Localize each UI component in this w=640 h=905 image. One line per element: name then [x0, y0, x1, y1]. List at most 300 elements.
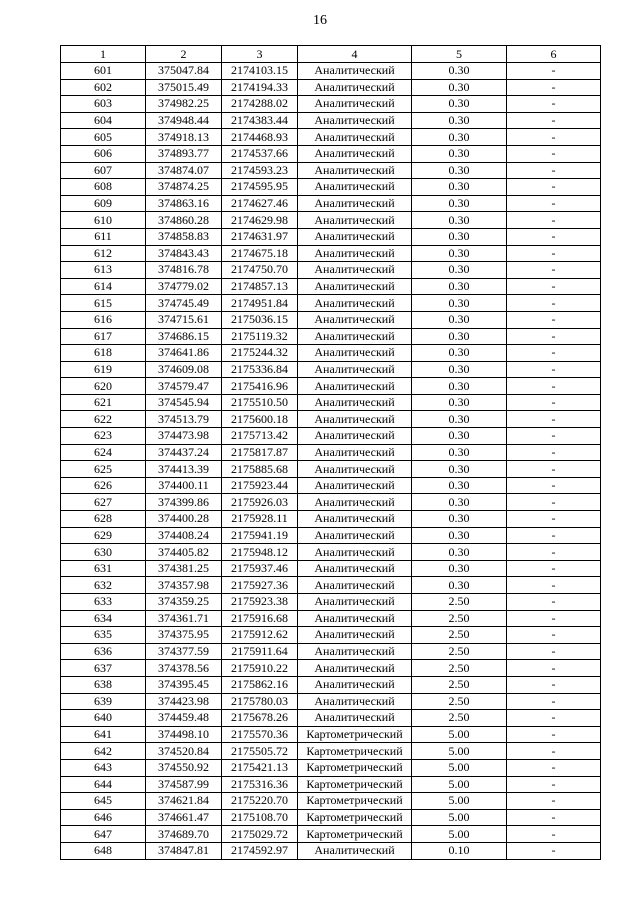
method-cell: Картометрический	[298, 743, 412, 760]
accuracy-cell: 0.30	[412, 411, 507, 428]
accuracy-cell: 0.30	[412, 328, 507, 345]
method-cell: Аналитический	[298, 129, 412, 146]
point-number-cell: 612	[61, 245, 146, 262]
note-cell: -	[507, 577, 601, 594]
point-number-cell: 626	[61, 477, 146, 494]
point-number-cell: 628	[61, 511, 146, 528]
column-header-2: 2	[146, 46, 222, 63]
note-cell: -	[507, 195, 601, 212]
accuracy-cell: 0.30	[412, 212, 507, 229]
note-cell: -	[507, 627, 601, 644]
method-cell: Картометрический	[298, 826, 412, 843]
x-coordinate-cell: 374377.59	[146, 643, 222, 660]
point-number-cell: 609	[61, 195, 146, 212]
point-number-cell: 601	[61, 63, 146, 80]
accuracy-cell: 0.30	[412, 345, 507, 362]
note-cell: -	[507, 444, 601, 461]
y-coordinate-cell: 2175885.68	[222, 461, 298, 478]
y-coordinate-cell: 2175108.70	[222, 809, 298, 826]
table-row	[61, 361, 601, 378]
point-number-cell: 615	[61, 295, 146, 312]
accuracy-cell: 0.30	[412, 461, 507, 478]
point-number-cell: 647	[61, 826, 146, 843]
accuracy-cell: 0.30	[412, 444, 507, 461]
y-coordinate-cell: 2175911.64	[222, 643, 298, 660]
y-coordinate-cell: 2175316.36	[222, 776, 298, 793]
table-row	[61, 228, 601, 245]
x-coordinate-cell: 374520.84	[146, 743, 222, 760]
accuracy-cell: 0.30	[412, 295, 507, 312]
accuracy-cell: 5.00	[412, 809, 507, 826]
y-coordinate-cell: 2175927.36	[222, 577, 298, 594]
y-coordinate-cell: 2174103.15	[222, 63, 298, 80]
point-number-cell: 625	[61, 461, 146, 478]
point-number-cell: 617	[61, 328, 146, 345]
method-cell: Аналитический	[298, 79, 412, 96]
y-coordinate-cell: 2175916.68	[222, 610, 298, 627]
coordinates-table	[60, 45, 601, 860]
note-cell: -	[507, 494, 601, 511]
method-cell: Аналитический	[298, 311, 412, 328]
table-row	[61, 627, 601, 644]
accuracy-cell: 0.30	[412, 145, 507, 162]
column-header-4: 4	[298, 46, 412, 63]
y-coordinate-cell: 2174627.46	[222, 195, 298, 212]
table-row	[61, 693, 601, 710]
method-cell: Аналитический	[298, 361, 412, 378]
y-coordinate-cell: 2175910.22	[222, 660, 298, 677]
x-coordinate-cell: 374357.98	[146, 577, 222, 594]
accuracy-cell: 0.30	[412, 162, 507, 179]
table-header-row	[61, 46, 601, 63]
point-number-cell: 648	[61, 842, 146, 859]
table-body	[61, 63, 601, 860]
x-coordinate-cell: 374843.43	[146, 245, 222, 262]
y-coordinate-cell: 2174951.84	[222, 295, 298, 312]
x-coordinate-cell: 374550.92	[146, 759, 222, 776]
table-row	[61, 162, 601, 179]
note-cell: -	[507, 328, 601, 345]
method-cell: Аналитический	[298, 627, 412, 644]
accuracy-cell: 0.30	[412, 378, 507, 395]
y-coordinate-cell: 2175912.62	[222, 627, 298, 644]
table-row	[61, 129, 601, 146]
y-coordinate-cell: 2174383.44	[222, 112, 298, 129]
method-cell: Картометрический	[298, 759, 412, 776]
table-row	[61, 809, 601, 826]
table-row	[61, 345, 601, 362]
note-cell: -	[507, 610, 601, 627]
y-coordinate-cell: 2174675.18	[222, 245, 298, 262]
table-row	[61, 145, 601, 162]
method-cell: Аналитический	[298, 610, 412, 627]
table-row	[61, 826, 601, 843]
method-cell: Аналитический	[298, 693, 412, 710]
method-cell: Аналитический	[298, 560, 412, 577]
x-coordinate-cell: 374847.81	[146, 842, 222, 859]
point-number-cell: 631	[61, 560, 146, 577]
note-cell: -	[507, 262, 601, 279]
table-row	[61, 295, 601, 312]
x-coordinate-cell: 374459.48	[146, 710, 222, 727]
note-cell: -	[507, 162, 601, 179]
table-row	[61, 411, 601, 428]
method-cell: Аналитический	[298, 544, 412, 561]
accuracy-cell: 2.50	[412, 693, 507, 710]
point-number-cell: 603	[61, 96, 146, 113]
table-row	[61, 643, 601, 660]
table-row	[61, 394, 601, 411]
table-row	[61, 710, 601, 727]
accuracy-cell: 0.30	[412, 544, 507, 561]
method-cell: Аналитический	[298, 63, 412, 80]
table-row	[61, 743, 601, 760]
y-coordinate-cell: 2175510.50	[222, 394, 298, 411]
column-header-1: 1	[61, 46, 146, 63]
point-number-cell: 640	[61, 710, 146, 727]
method-cell: Аналитический	[298, 112, 412, 129]
accuracy-cell: 0.30	[412, 195, 507, 212]
table-row	[61, 212, 601, 229]
accuracy-cell: 0.30	[412, 494, 507, 511]
x-coordinate-cell: 374863.16	[146, 195, 222, 212]
table-row	[61, 842, 601, 859]
note-cell: -	[507, 511, 601, 528]
y-coordinate-cell: 2175926.03	[222, 494, 298, 511]
point-number-cell: 639	[61, 693, 146, 710]
point-number-cell: 620	[61, 378, 146, 395]
method-cell: Аналитический	[298, 577, 412, 594]
method-cell: Аналитический	[298, 511, 412, 528]
y-coordinate-cell: 2174537.66	[222, 145, 298, 162]
table-row	[61, 96, 601, 113]
accuracy-cell: 0.30	[412, 527, 507, 544]
note-cell: -	[507, 726, 601, 743]
note-cell: -	[507, 842, 601, 859]
x-coordinate-cell: 374918.13	[146, 129, 222, 146]
point-number-cell: 643	[61, 759, 146, 776]
method-cell: Аналитический	[298, 411, 412, 428]
y-coordinate-cell: 2174468.93	[222, 129, 298, 146]
y-coordinate-cell: 2175928.11	[222, 511, 298, 528]
point-number-cell: 618	[61, 345, 146, 362]
accuracy-cell: 2.50	[412, 660, 507, 677]
note-cell: -	[507, 676, 601, 693]
method-cell: Аналитический	[298, 477, 412, 494]
point-number-cell: 635	[61, 627, 146, 644]
table-row	[61, 311, 601, 328]
note-cell: -	[507, 145, 601, 162]
accuracy-cell: 0.30	[412, 179, 507, 196]
y-coordinate-cell: 2175780.03	[222, 693, 298, 710]
note-cell: -	[507, 228, 601, 245]
table-row	[61, 328, 601, 345]
accuracy-cell: 5.00	[412, 743, 507, 760]
accuracy-cell: 0.30	[412, 79, 507, 96]
x-coordinate-cell: 374587.99	[146, 776, 222, 793]
method-cell: Аналитический	[298, 179, 412, 196]
point-number-cell: 642	[61, 743, 146, 760]
y-coordinate-cell: 2174194.33	[222, 79, 298, 96]
point-number-cell: 602	[61, 79, 146, 96]
point-number-cell: 604	[61, 112, 146, 129]
table-row	[61, 511, 601, 528]
point-number-cell: 632	[61, 577, 146, 594]
y-coordinate-cell: 2175029.72	[222, 826, 298, 843]
accuracy-cell: 2.50	[412, 676, 507, 693]
method-cell: Аналитический	[298, 394, 412, 411]
accuracy-cell: 5.00	[412, 759, 507, 776]
method-cell: Аналитический	[298, 643, 412, 660]
y-coordinate-cell: 2175713.42	[222, 428, 298, 445]
method-cell: Аналитический	[298, 527, 412, 544]
x-coordinate-cell: 374816.78	[146, 262, 222, 279]
note-cell: -	[507, 428, 601, 445]
point-number-cell: 619	[61, 361, 146, 378]
table-row	[61, 494, 601, 511]
point-number-cell: 623	[61, 428, 146, 445]
point-number-cell: 613	[61, 262, 146, 279]
accuracy-cell: 5.00	[412, 726, 507, 743]
y-coordinate-cell: 2174595.95	[222, 179, 298, 196]
note-cell: -	[507, 693, 601, 710]
x-coordinate-cell: 374579.47	[146, 378, 222, 395]
accuracy-cell: 0.10	[412, 842, 507, 859]
note-cell: -	[507, 63, 601, 80]
table-row	[61, 245, 601, 262]
point-number-cell: 622	[61, 411, 146, 428]
accuracy-cell: 0.30	[412, 577, 507, 594]
note-cell: -	[507, 129, 601, 146]
x-coordinate-cell: 374498.10	[146, 726, 222, 743]
x-coordinate-cell: 374378.56	[146, 660, 222, 677]
x-coordinate-cell: 374395.45	[146, 676, 222, 693]
table-row	[61, 195, 601, 212]
accuracy-cell: 0.30	[412, 112, 507, 129]
point-number-cell: 607	[61, 162, 146, 179]
table-row	[61, 63, 601, 80]
table-row	[61, 676, 601, 693]
point-number-cell: 637	[61, 660, 146, 677]
point-number-cell: 610	[61, 212, 146, 229]
table-row	[61, 461, 601, 478]
y-coordinate-cell: 2174750.70	[222, 262, 298, 279]
point-number-cell: 638	[61, 676, 146, 693]
table-row	[61, 262, 601, 279]
method-cell: Аналитический	[298, 660, 412, 677]
accuracy-cell: 0.30	[412, 477, 507, 494]
method-cell: Аналитический	[298, 345, 412, 362]
table-row	[61, 112, 601, 129]
point-number-cell: 641	[61, 726, 146, 743]
column-header-6: 6	[507, 46, 601, 63]
x-coordinate-cell: 374361.71	[146, 610, 222, 627]
table-row	[61, 660, 601, 677]
accuracy-cell: 5.00	[412, 826, 507, 843]
table-row	[61, 179, 601, 196]
note-cell: -	[507, 660, 601, 677]
x-coordinate-cell: 374400.11	[146, 477, 222, 494]
method-cell: Аналитический	[298, 710, 412, 727]
accuracy-cell: 0.30	[412, 63, 507, 80]
page-number: 16	[313, 13, 327, 28]
accuracy-cell: 0.30	[412, 129, 507, 146]
column-header-5: 5	[412, 46, 507, 63]
method-cell: Аналитический	[298, 461, 412, 478]
note-cell: -	[507, 544, 601, 561]
x-coordinate-cell: 374689.70	[146, 826, 222, 843]
accuracy-cell: 2.50	[412, 610, 507, 627]
y-coordinate-cell: 2174593.23	[222, 162, 298, 179]
y-coordinate-cell: 2175923.38	[222, 594, 298, 611]
y-coordinate-cell: 2175600.18	[222, 411, 298, 428]
x-coordinate-cell: 374858.83	[146, 228, 222, 245]
method-cell: Аналитический	[298, 842, 412, 859]
method-cell: Аналитический	[298, 145, 412, 162]
x-coordinate-cell: 374381.25	[146, 560, 222, 577]
point-number-cell: 606	[61, 145, 146, 162]
method-cell: Аналитический	[298, 278, 412, 295]
method-cell: Аналитический	[298, 162, 412, 179]
x-coordinate-cell: 375015.49	[146, 79, 222, 96]
method-cell: Аналитический	[298, 594, 412, 611]
table-row	[61, 726, 601, 743]
method-cell: Аналитический	[298, 228, 412, 245]
note-cell: -	[507, 776, 601, 793]
y-coordinate-cell: 2175505.72	[222, 743, 298, 760]
table-row	[61, 79, 601, 96]
method-cell: Аналитический	[298, 295, 412, 312]
y-coordinate-cell: 2175923.44	[222, 477, 298, 494]
point-number-cell: 621	[61, 394, 146, 411]
y-coordinate-cell: 2174629.98	[222, 212, 298, 229]
point-number-cell: 645	[61, 793, 146, 810]
table-row	[61, 527, 601, 544]
note-cell: -	[507, 560, 601, 577]
x-coordinate-cell: 374621.84	[146, 793, 222, 810]
note-cell: -	[507, 477, 601, 494]
method-cell: Аналитический	[298, 676, 412, 693]
table-row	[61, 378, 601, 395]
point-number-cell: 634	[61, 610, 146, 627]
x-coordinate-cell: 374399.86	[146, 494, 222, 511]
point-number-cell: 616	[61, 311, 146, 328]
method-cell: Аналитический	[298, 245, 412, 262]
method-cell: Аналитический	[298, 212, 412, 229]
method-cell: Картометрический	[298, 726, 412, 743]
x-coordinate-cell: 374779.02	[146, 278, 222, 295]
note-cell: -	[507, 378, 601, 395]
point-number-cell: 629	[61, 527, 146, 544]
accuracy-cell: 5.00	[412, 776, 507, 793]
note-cell: -	[507, 809, 601, 826]
table-row	[61, 428, 601, 445]
point-number-cell: 608	[61, 179, 146, 196]
accuracy-cell: 0.30	[412, 560, 507, 577]
y-coordinate-cell: 2175862.16	[222, 676, 298, 693]
note-cell: -	[507, 295, 601, 312]
x-coordinate-cell: 374359.25	[146, 594, 222, 611]
note-cell: -	[507, 411, 601, 428]
y-coordinate-cell: 2175937.46	[222, 560, 298, 577]
note-cell: -	[507, 710, 601, 727]
table-row	[61, 444, 601, 461]
note-cell: -	[507, 311, 601, 328]
note-cell: -	[507, 345, 601, 362]
y-coordinate-cell: 2174592.97	[222, 842, 298, 859]
y-coordinate-cell: 2175941.19	[222, 527, 298, 544]
accuracy-cell: 0.30	[412, 262, 507, 279]
x-coordinate-cell: 374874.25	[146, 179, 222, 196]
table-row	[61, 793, 601, 810]
point-number-cell: 644	[61, 776, 146, 793]
column-header-3: 3	[222, 46, 298, 63]
x-coordinate-cell: 374413.39	[146, 461, 222, 478]
x-coordinate-cell: 374745.49	[146, 295, 222, 312]
note-cell: -	[507, 394, 601, 411]
point-number-cell: 605	[61, 129, 146, 146]
accuracy-cell: 0.30	[412, 228, 507, 245]
note-cell: -	[507, 245, 601, 262]
x-coordinate-cell: 374686.15	[146, 328, 222, 345]
point-number-cell: 611	[61, 228, 146, 245]
x-coordinate-cell: 374641.86	[146, 345, 222, 362]
method-cell: Аналитический	[298, 195, 412, 212]
note-cell: -	[507, 461, 601, 478]
x-coordinate-cell: 374893.77	[146, 145, 222, 162]
note-cell: -	[507, 527, 601, 544]
table-row	[61, 577, 601, 594]
accuracy-cell: 2.50	[412, 710, 507, 727]
x-coordinate-cell: 374874.07	[146, 162, 222, 179]
note-cell: -	[507, 743, 601, 760]
note-cell: -	[507, 594, 601, 611]
note-cell: -	[507, 759, 601, 776]
method-cell: Аналитический	[298, 262, 412, 279]
note-cell: -	[507, 212, 601, 229]
method-cell: Аналитический	[298, 428, 412, 445]
method-cell: Аналитический	[298, 96, 412, 113]
x-coordinate-cell: 374715.61	[146, 311, 222, 328]
x-coordinate-cell: 374400.28	[146, 511, 222, 528]
x-coordinate-cell: 374408.24	[146, 527, 222, 544]
x-coordinate-cell: 374473.98	[146, 428, 222, 445]
y-coordinate-cell: 2174631.97	[222, 228, 298, 245]
y-coordinate-cell: 2175421.13	[222, 759, 298, 776]
y-coordinate-cell: 2175948.12	[222, 544, 298, 561]
x-coordinate-cell: 375047.84	[146, 63, 222, 80]
y-coordinate-cell: 2175036.15	[222, 311, 298, 328]
table-row	[61, 544, 601, 561]
note-cell: -	[507, 643, 601, 660]
note-cell: -	[507, 79, 601, 96]
note-cell: -	[507, 361, 601, 378]
y-coordinate-cell: 2175119.32	[222, 328, 298, 345]
note-cell: -	[507, 112, 601, 129]
accuracy-cell: 0.30	[412, 311, 507, 328]
x-coordinate-cell: 374982.25	[146, 96, 222, 113]
point-number-cell: 627	[61, 494, 146, 511]
y-coordinate-cell: 2174288.02	[222, 96, 298, 113]
note-cell: -	[507, 96, 601, 113]
x-coordinate-cell: 374609.08	[146, 361, 222, 378]
point-number-cell: 614	[61, 278, 146, 295]
point-number-cell: 633	[61, 594, 146, 611]
accuracy-cell: 0.30	[412, 278, 507, 295]
accuracy-cell: 0.30	[412, 511, 507, 528]
table-row	[61, 477, 601, 494]
accuracy-cell: 0.30	[412, 361, 507, 378]
